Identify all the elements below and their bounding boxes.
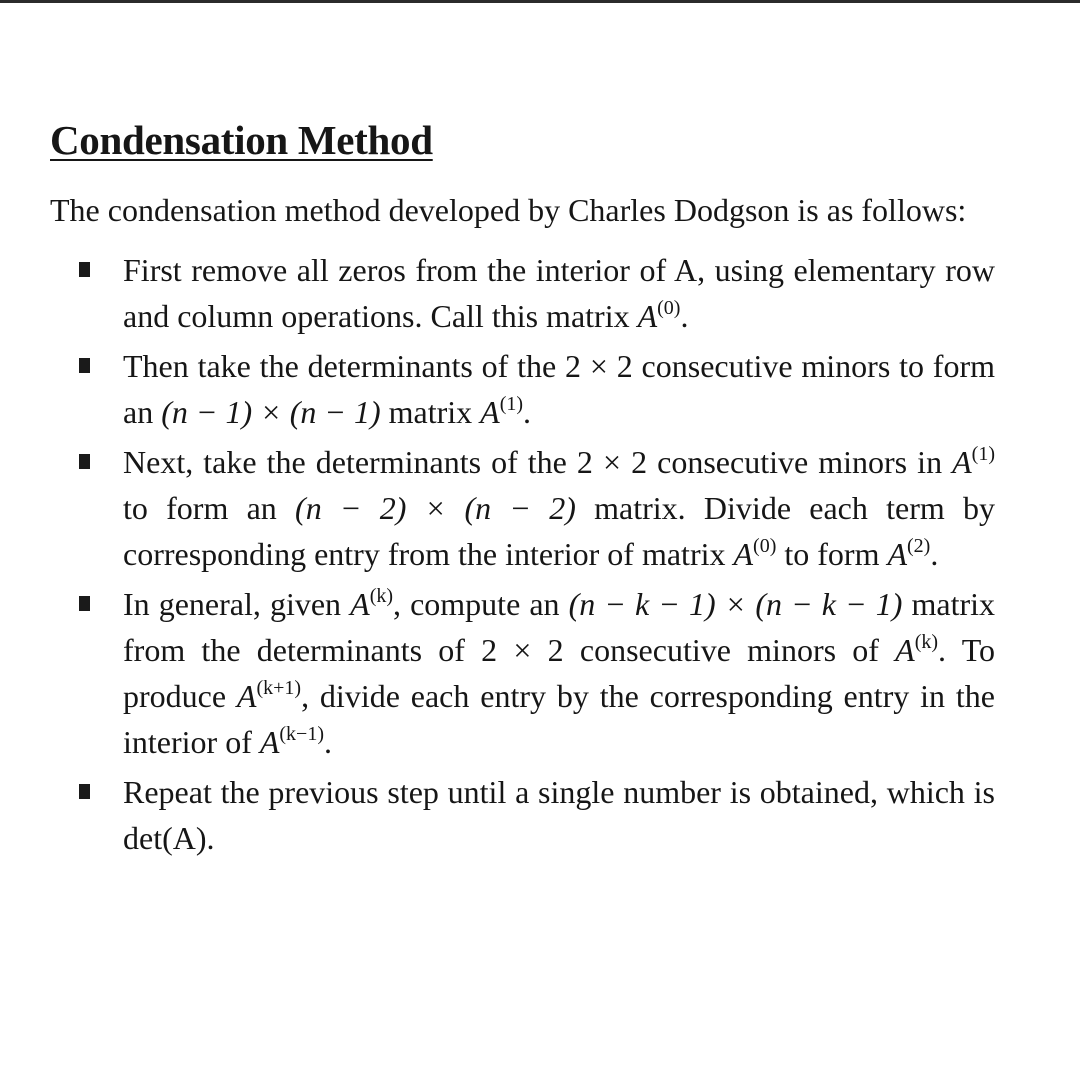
math-matrix-symbol: A: [350, 586, 370, 622]
math-superscript: (k+1): [256, 677, 302, 699]
square-bullet-icon: [79, 454, 90, 469]
math-matrix-symbol: A: [952, 444, 972, 480]
math-matrix-symbol: A: [236, 678, 257, 714]
math-superscript: (2): [907, 535, 931, 557]
list-item: Next, take the determinants of the 2 × 2 consecutive minors in $A^{(1)}$ to form an (n − 2) × (n − 2) matrix. Divide each term by corresponding entry from the interior of matrix $A^{(0)}$ to form $A^{(2)}$.: [50, 439, 995, 577]
math-matrix-symbol: A: [733, 536, 754, 572]
square-bullet-icon: [79, 358, 90, 373]
top-border-line: [0, 0, 1080, 3]
math-superscript: (0): [753, 535, 777, 557]
math-matrix-symbol: A: [480, 394, 500, 430]
math-superscript: (k−1): [279, 723, 324, 745]
math-matrix-symbol: A: [895, 632, 915, 668]
list-item: In general, given $A^{(k)}$, compute an (n − k − 1) × (n − k − 1) matrix from the determinants of 2 × 2 consecutive minors of $A^{(k)}$. To produce $A^{(k+1)}$, divide each entry by the corresponding entry in the interior of $A^{(k-1)}$.: [50, 581, 995, 765]
math-matrix-symbol: A: [887, 536, 907, 572]
list-item: Then take the determinants of the 2 × 2 consecutive minors to form an (n − 1) × (n − 1) matrix $A^{(1)}$.: [50, 343, 995, 435]
math-superscript: (1): [971, 443, 995, 465]
math-superscript: (1): [499, 393, 524, 415]
math-matrix-symbol: A: [637, 298, 658, 334]
math-superscript: (k): [914, 631, 939, 653]
math-superscript: (0): [657, 297, 681, 319]
document-page: [50, 114, 995, 865]
math-expression: (n − 2) × (n − 2): [295, 490, 576, 526]
square-bullet-icon: [79, 784, 90, 799]
section-title: [50, 114, 995, 166]
list-item: First remove all zeros from the interior of A, using elementary row and column operations. Call this matrix $A^{(0)}$.: [50, 247, 995, 339]
square-bullet-icon: [79, 262, 90, 277]
math-superscript: (k): [369, 585, 394, 607]
square-bullet-icon: [79, 596, 90, 611]
intro-paragraph: The condensation method developed by Charles Dodgson is as follows:: [50, 192, 967, 228]
steps-list: [50, 247, 995, 861]
math-expression: (n − 1) × (n − 1): [161, 394, 381, 430]
list-item: Repeat the previous step until a single number is obtained, which is det(A).: [50, 769, 995, 861]
math-matrix-symbol: A: [259, 724, 280, 760]
math-expression: (n − k − 1) × (n − k − 1): [568, 586, 903, 622]
section-title-text: Condensation Method: [50, 117, 433, 163]
